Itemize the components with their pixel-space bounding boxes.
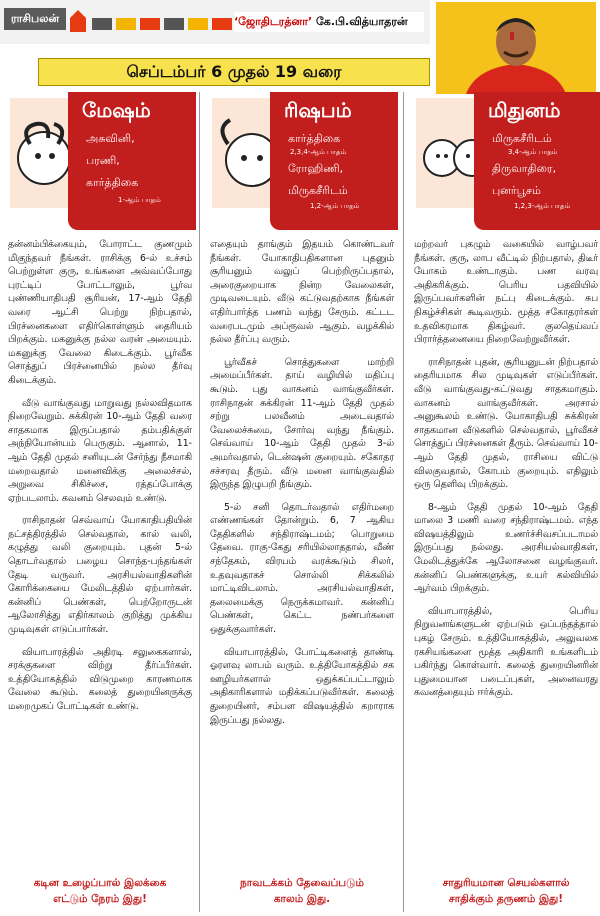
- closing-line: கடின உழைப்பால் இலக்கை: [33, 877, 167, 889]
- horoscope-text: [210, 238, 394, 736]
- sign-header: [208, 92, 396, 230]
- paragraph: ராசிநாதன் புதன், சூரியனுடன் நிற்பதால் தைரியமாக சில முடிவுகள் எடுப்பீர்கள். வீடு வாங்குவது-கட்டுவது சாதகமாகும். வாகனம் வாங்குவீர்கள். அரசால் அனுகூலம் உண்டு. யோகாதிபதி சுக்கிரன் சாதகமான வீடுகளில் செல்வதால், பூர்வீகச் சொத்துப் பிரச்னைகள் தீரும். செவ்வாய் 10-ஆம் தேதி முதல், ராசியை விட்டு விலகுவதால், கோபம் குறையும். எதிலும் ஒரு தெளிவு பிறக்கும்.: [414, 356, 598, 491]
- star-name: அசுவினி,: [86, 132, 135, 145]
- section-tag: ராசிபலன்: [4, 8, 66, 30]
- horoscope-text: [8, 238, 192, 723]
- byline: [234, 12, 424, 32]
- sign-name: ரிஷபம்: [284, 98, 352, 122]
- star-name: திருவாதிரை,: [492, 162, 557, 175]
- sign-header: [412, 92, 600, 230]
- author-photo: [436, 2, 596, 94]
- paragraph: மற்றவர் புகழும் வகையில் வாழ்பவர் நீங்கள். குரு, லாப வீட்டில் நிற்பதால், திடீர் யோகம் உண்டாகும். பண வரவு அதிகரிக்கும். பெரிய பதவியில் இருப்பவர்களின் நட்பு கிடைக்கும். சுப நிகழ்ச்சிகள் கூடிவரும். மூத்த சகோதரர்கள் உதவிகரமாக திகழ்வர். குலதெய்வப் பிரார்த்தனையை நிறைவேற்றுவீர்கள்.: [414, 239, 598, 346]
- sign-panel: [68, 92, 196, 230]
- star-pada: 1,2,3-ஆம் பாதம்: [514, 202, 571, 210]
- author-name: கே.பி.வித்யாதரன்: [315, 15, 408, 28]
- sign-header: [6, 92, 194, 230]
- star-name: மிருகசீரிடம்: [288, 184, 348, 197]
- house-icon: [70, 10, 86, 32]
- paragraph: வியாபாரத்தில் அதிரடி சலுகைகளால், சரக்குகளை விற்று தீர்ப்பீர்கள். உத்தியோகத்தில் விடுமுறை காரணமாக வேலை கூடும். கலைத் துறையினருக்கு மறைமுகப் போட்டிகள் உண்டு.: [8, 646, 192, 712]
- closing-line: காலம் இது.: [273, 893, 331, 905]
- sign-column-mesham: [0, 92, 196, 914]
- star-name: பரணி,: [86, 154, 120, 167]
- paragraph: வியாபாரத்தில், பெரிய நிறுவனங்களுடன் ஏற்படும் ஒப்பந்தத்தால் புகழ் சேரும். உத்தியோகத்தில், அலுவலக ரகசியங்களை மூத்த அதிகாரி உங்களிடம் பகிர்ந்து கொள்வார். கலைத் துறையினரின் புதுமையான படைப்புகள், அனைவரது கவனத்தையும் ஈர்க்கும்.: [414, 605, 598, 699]
- sign-panel: [474, 92, 600, 230]
- sign-column-rishabam: [202, 92, 398, 914]
- star-name: ரோஹிணி,: [288, 162, 344, 175]
- closing-line: நாவடக்கம் தேவைப்படும்: [240, 877, 364, 889]
- sign-name: மிதுனம்: [488, 98, 561, 122]
- header-bar: [0, 0, 430, 44]
- paragraph: ராசிநாதன் செவ்வாய் யோகாதிபதியின் நட்சத்திரத்தில் செல்வதால், கால் வலி, கழுத்து வலி குறையும். புதன் 5-ல் தொடர்வதால் பழைய சொந்த-பந்தங்கள் தேடி வருவர். அரசியல்வாதிகளின் கோரிக்கையை மேலிடத்தில் ஏற்பார்கள். கன்னிப் பெண்கள், பெற்றோருடன் ஆலோசித்து எதிர்காலம் குறித்து முக்கிய முடிவுகள் எடுப்பார்கள்.: [8, 515, 192, 636]
- closing-line: சாதுரியமான செயல்களால்: [442, 877, 570, 889]
- star-name: கார்த்திகை: [86, 176, 139, 189]
- star-name: கார்த்திகை: [288, 132, 341, 145]
- star-pada: 2,3,4-ஆம் பாதம்: [290, 148, 347, 156]
- star-pada: 1,2-ஆம் பாதம்: [310, 202, 360, 210]
- paragraph: தன்னம்பிக்கையும், போராட்ட குணமும் மிகுந்தவர் நீங்கள். ராசிக்கு 6-ல் உச்சம் பெற்றுள்ள குரு, உங்களை அவ்வப்போது புரட்டிப் போட்டாலும், பூர்வ புண்ணியாதிபதி சூரியன், 17-ஆம் தேதி வரை ஆட்சி பெற்று நிற்பதால், பிரச்னைகளை எதிர்கொள்ளும் தைரியம் பிறக்கும். மகனுக்கு நல்ல வரன் அமையும். மகனுக்கு வேலை கிடைக்கும். பூர்வீக சொத்துப் பிரச்னையில் நல்ல தீர்வு கிடைக்கும்.: [8, 239, 192, 386]
- stripe-decoration: [92, 14, 232, 30]
- sign-column-mithunam: [406, 92, 600, 914]
- star-pada: 1-ஆம் பாதம்: [118, 196, 161, 204]
- date-banner: செப்டம்பர் 6 முதல் 19 வரை: [38, 58, 430, 86]
- paragraph: வீடு வாங்குவது மாறுவது நல்லவிதமாக நிறைவேறும். சுக்கிரன் 10-ஆம் தேதி வரை சாதகமாக இருப்பதால் தம்பதிக்குள் அந்நியோன்யம் பெருகும். ஆனால், 11-ஆம் தேதி முதல் சனியுடன் சேர்ந்து நீசமாகி மறைவதால் மனைவிக்கு அலைச்சல், அறுவை சிகிச்சை, ரத்தப்போக்கு ஏற்படலாம். கவனம் செலவும் உண்டு.: [8, 397, 192, 504]
- column-divider: [199, 92, 200, 912]
- paragraph: வியாபாரத்தில், போட்டிகளைத் தாண்டி ஓரளவு லாபம் வரும். உத்தியோகத்தில் சக ஊழியர்களால் ஒதுக்கப்பட்டாலும் அதிகாரிகளால் மதிக்கப்படுவீர்கள். கலைத் துறையினர், சம்பள விஷயத்தில் கறாராக இருப்பது நல்லது.: [210, 646, 394, 726]
- paragraph: பூர்வீகச் சொத்துகளை மாற்றி அமைப்பீர்கள். தாய் வழியில் மதிப்பு கூடும். புது வாகனம் வாங்குவீர்கள். ராசிநாதன் சுக்கிரன் 11-ஆம் தேதி முதல் சற்று பலவீனம் அடைவதால் வேலைச்சுமை, சோர்வு வந்து நீங்கும். செவ்வாய் 10-ஆம் தேதி முதல் 3-ல் அமர்வதால், டென்ஷன் குறையும். சகோதர சச்சரவு தீரும். வீடு மனை வாங்குவதில் இருந்த இழுபறி நீங்கும்.: [210, 356, 394, 491]
- paragraph: 5-ல் சனி தொடர்வதால் எதிர்மறை எண்ணங்கள் தோன்றும். 6, 7 ஆகிய தேதிகளில் சந்திராஷ்டமம்; பொறுமை தேவை. ராகு-கேது சரியில்லாததால், வீண் சந்தேகம், விரயம் வரக்கூடும் சிலர், உதவுவதாகச் சொல்லி சிக்கலில் மாட்டிவிடலாம். அரசியல்வாதிகள், தலைமைக்கு நெருக்கமாவர். கன்னிப் பெண்கள், கெட்ட நண்பர்களை ஒதுக்குவார்கள்.: [210, 501, 394, 636]
- horoscope-text: [414, 238, 598, 709]
- sign-name: மேஷம்: [82, 98, 151, 122]
- author-title: ‘ஜோதிடரத்னா’: [234, 15, 313, 28]
- closing-line: சாதிக்கும் தருணம் இது!: [448, 893, 564, 905]
- star-name: புனர்பூசம்: [492, 184, 541, 197]
- star-name: மிருகசீரிடம்: [492, 132, 552, 145]
- star-pada: 3,4-ஆம் பாதம்: [508, 148, 558, 156]
- closing-line: எட்டும் நேரம் இது!: [53, 893, 147, 905]
- sign-panel: [270, 92, 398, 230]
- column-divider: [403, 92, 404, 912]
- paragraph: எதையும் தாங்கும் இதயம் கொண்டவர் நீங்கள். யோகாதிபதிகளான புதனும் சூரியனும் வலுப் பெற்றிருப்பதால், அரைகுறையாக நின்ற வேலைகள், முடிவடையும். வீடு கட்டுவதற்காக நீங்கள் எதிர்பார்த்த பணம் வந்து சேரும். கட்டட வரைபடமும் அப்ரூவல் ஆகும். வழக்கில் நல்ல தீர்ப்பு வரும்.: [210, 239, 394, 346]
- paragraph: 8-ஆம் தேதி முதல் 10-ஆம் தேதி மாலை 3 மணி வரை சந்திராஷ்டமம். எந்த விஷயத்திலும் உணர்ச்சிவசப்படாமல் இருப்பது நல்லது. அரசியல்வாதிகள், மேலிடத்துக்கே ஆலோசனை வழங்குவர். கன்னிப் பெண்களுக்கு, உயர் கல்வியில் ஆர்வம் பிறக்கும்.: [414, 501, 598, 595]
